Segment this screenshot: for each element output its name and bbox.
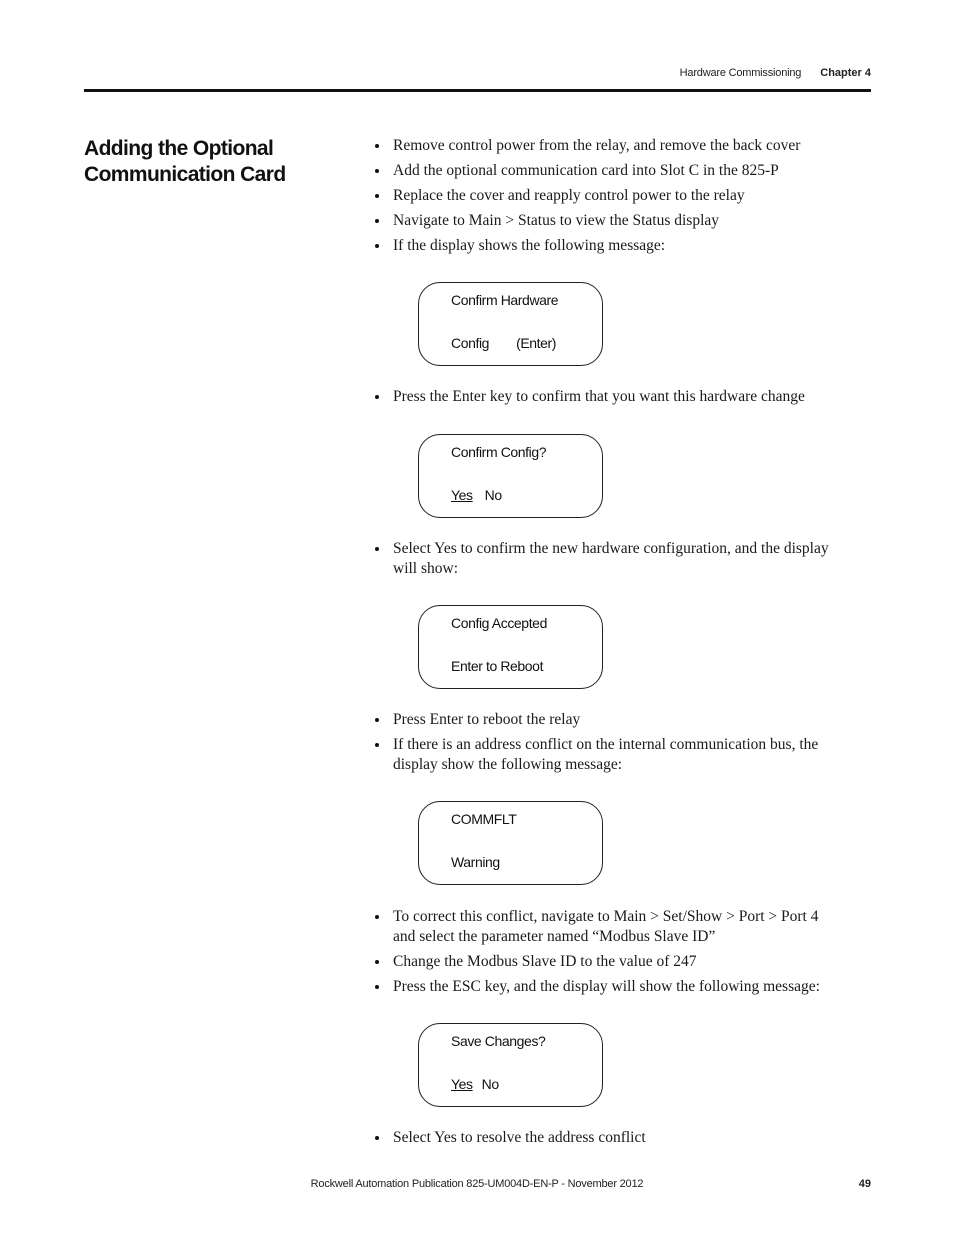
lcd-display-confirm-hardware	[418, 282, 603, 366]
list-item: If the display shows the following message:	[374, 236, 844, 256]
list-item: Replace the cover and reapply control power to the relay	[374, 186, 844, 206]
lcd-line-1: Confirm Hardware	[451, 292, 559, 308]
lcd-line-1: COMMFLT	[451, 811, 517, 827]
lcd-line-1: Config Accepted	[451, 615, 547, 631]
bullet-list-2	[374, 387, 844, 412]
list-item: Remove control power from the relay, and remove the back cover	[374, 136, 844, 156]
bullet-list-1	[374, 136, 844, 261]
bullet-icon	[375, 985, 379, 989]
lcd-line-1: Save Changes?	[451, 1033, 546, 1049]
list-item: Press Enter to reboot the relay	[374, 710, 844, 730]
bullet-list-6	[374, 1128, 844, 1153]
list-item: If there is an address conflict on the internal communication bus, the display show the following message:	[374, 735, 844, 775]
lcd-display-save-changes	[418, 1023, 603, 1107]
lcd-display-commflt	[418, 801, 603, 885]
page-number: 49	[858, 1178, 871, 1190]
section-title: Adding the Optional Communication Card	[84, 137, 286, 186]
list-item: Change the Modbus Slave ID to the value of 247	[374, 952, 844, 972]
footer-publication: Rockwell Automation Publication 825-UM004D-EN-P - November 2012	[310, 1178, 644, 1190]
bullet-icon	[375, 1136, 379, 1140]
list-item: Select Yes to resolve the address conflict	[374, 1128, 844, 1148]
lcd-line-2: Yes No	[451, 1076, 499, 1092]
lcd-line-2: Config (Enter)	[451, 335, 557, 351]
bullet-icon	[375, 960, 379, 964]
list-item: Press the Enter key to confirm that you want this hardware change	[374, 387, 844, 407]
lcd-line-2: Enter to Reboot	[451, 658, 544, 674]
running-header	[680, 67, 871, 79]
bullet-icon	[375, 395, 379, 399]
header-section: Hardware Commissioning	[679, 67, 802, 79]
bullet-icon	[375, 219, 379, 223]
bullet-icon	[375, 915, 379, 919]
bullet-list-4	[374, 710, 844, 780]
lcd-display-confirm-config	[418, 434, 603, 518]
header-rule	[84, 89, 871, 92]
bullet-icon	[375, 718, 379, 722]
bullet-icon	[375, 743, 379, 747]
lcd-line-1: Confirm Config?	[451, 444, 547, 460]
header-chapter: Chapter 4	[820, 67, 871, 79]
bullet-list-3	[374, 539, 844, 584]
list-item: Navigate to Main > Status to view the Status display	[374, 211, 844, 231]
lcd-line-2: Yes No	[451, 487, 502, 503]
bullet-icon	[375, 144, 379, 148]
lcd-display-config-accepted	[418, 605, 603, 689]
list-item: Select Yes to confirm the new hardware configuration, and the display will show:	[374, 539, 844, 579]
bullet-list-5	[374, 907, 844, 1002]
bullet-icon	[375, 547, 379, 551]
list-item: To correct this conflict, navigate to Main > Set/Show > Port > Port 4 and select the parameter named “Modbus Slave ID”	[374, 907, 844, 947]
list-item: Press the ESC key, and the display will show the following message:	[374, 977, 844, 997]
bullet-icon	[375, 194, 379, 198]
list-item: Add the optional communication card into Slot C in the 825-P	[374, 161, 844, 181]
bullet-icon	[375, 169, 379, 173]
lcd-line-2: Warning	[451, 854, 500, 870]
bullet-icon	[375, 244, 379, 248]
